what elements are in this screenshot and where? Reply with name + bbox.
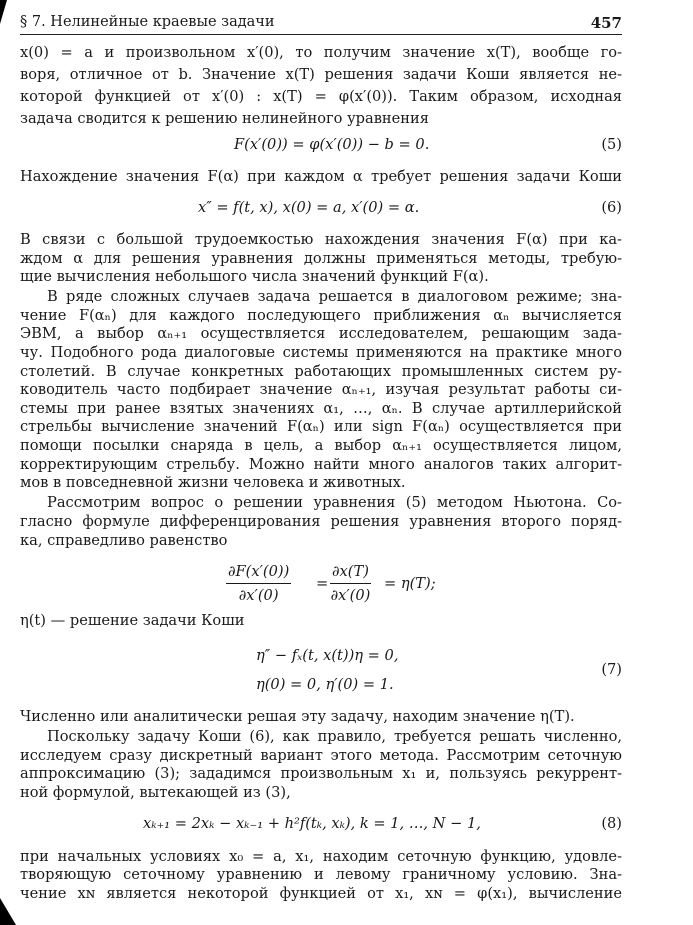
text-line-16: стрельбы вычисление значений F(αₙ) или sign F(αₙ) осуществляется при: [20, 418, 622, 435]
text-line-4: задача сводится к решению нелинейного уравнения: [20, 110, 429, 127]
text-line-11: ЭВМ, а выбор αₙ₊₁ осуществляется исследователем, решающим зада-: [20, 325, 622, 342]
text-line-8: щие вычисления небольшого числа значений функций F(α).: [20, 268, 489, 285]
text-line-21: гласно формуле дифференцирования решения уравнения второго поряд-: [20, 513, 622, 530]
text-line-12: чу. Подобного рода диалоговые системы применяются на практике много: [20, 344, 622, 361]
text-line-13: столетий. В случае конкретных работающих промышленных систем ру-: [20, 363, 622, 380]
text-line-9: В ряде сложных случаев задача решается в диалоговом режиме; зна-: [47, 288, 622, 305]
text-line-31: чение xɴ является некоторой функцией от x₁, xɴ = φ(x₁), вычисление: [20, 885, 622, 902]
text-line-14: ководитель часто подбирает значение αₙ₊₁, изучая результат работы си-: [20, 381, 622, 398]
text-line-18: корректирующим стрельбу. Можно найти много аналогов таких алгорит-: [20, 456, 622, 473]
text-line-10: чение F(αₙ) для каждого последующего приближения αₙ вычисляется: [20, 307, 622, 324]
equation-6-number: (6): [601, 199, 622, 216]
text-line-22: ка, справедливо равенство: [20, 532, 228, 549]
header-rule: [20, 34, 622, 35]
fraction-dx: [330, 563, 371, 605]
equation-7-number: (7): [601, 661, 622, 678]
text-line-15: стемы при ранее взятых значениях α₁, …, αₙ. В случае артиллерийской: [20, 400, 622, 417]
text-line-19: мов в повседневной жизни человека и животных.: [20, 474, 406, 491]
text-line-1: x(0) = a и произвольном x′(0), то получим значение x(T), вообще го-: [20, 44, 622, 61]
text-line-3: которой функцией от x′(0) : x(T) = φ(x′(0)). Таким образом, исходная: [20, 88, 622, 105]
text-line-30: творяющую сеточному уравнению и левому граничному условию. Зна-: [20, 866, 622, 883]
equation-6: x″ = f(t, x), x(0) = a, x′(0) = α.: [198, 199, 420, 216]
text-line-5: Нахождение значения F(α) при каждом α требует решения задачи Коши: [20, 168, 622, 185]
text-line-6: В связи с большой трудоемкостью нахождения значения F(α) при ка-: [20, 231, 622, 248]
scan-corner-top: [0, 0, 7, 24]
text-line-17: помощи посылки снаряда в цель, а выбор αₙ₊₁ осуществляется лицом,: [20, 437, 622, 454]
fraction-rhs: = η(T);: [384, 575, 436, 592]
text-line-2: воря, отличное от b. Значение x(T) решения задачи Коши является не-: [20, 66, 622, 83]
text-line-20: Рассмотрим вопрос о решении уравнения (5) методом Ньютона. Со-: [47, 494, 622, 511]
fraction-dx-numerator: ∂x(T): [330, 563, 371, 584]
text-line-28: ной формулой, вытекающей из (3),: [20, 784, 291, 801]
equation-8: xₖ₊₁ = 2xₖ − xₖ₋₁ + h²f(tₖ, xₖ), k = 1, …, N − 1,: [143, 815, 481, 832]
page-number: 457: [590, 14, 622, 32]
text-line-29: при начальных условиях x₀ = a, x₁, находим сеточную функцию, удовле-: [20, 848, 622, 865]
fraction-dF: [226, 563, 291, 605]
equation-7-line-1: η″ − fₓ(t, x(t))η = 0,: [256, 647, 399, 664]
equation-7-line-2: η(0) = 0, η′(0) = 1.: [256, 676, 394, 693]
text-line-7: ждом α для решения уравнения должны применяться методы, требую-: [20, 250, 622, 267]
fraction-equals: =: [316, 575, 329, 592]
equation-5-number: (5): [601, 136, 622, 153]
text-line-27: аппроксимацию (3); зададимся произвольным x₁ и, пользуясь рекуррент-: [20, 765, 622, 782]
text-line-25: Поскольку задачу Коши (6), как правило, требуется решать численно,: [47, 728, 622, 745]
text-line-26: исследуем сразу дискретный вариант этого метода. Рассмотрим сеточную: [20, 747, 622, 764]
equation-8-number: (8): [601, 815, 622, 832]
text-line-24: Численно или аналитически решая эту задачу, находим значение η(T).: [20, 708, 575, 725]
text-line-23: η(t) — решение задачи Коши: [20, 612, 245, 629]
fraction-dx-denominator: ∂x′(0): [330, 587, 371, 604]
scan-corner-bottom: [0, 898, 16, 925]
running-header: [20, 14, 622, 36]
equation-5: F(x′(0)) = φ(x′(0)) − b = 0.: [234, 136, 430, 153]
fraction-dF-denominator: ∂x′(0): [238, 587, 279, 604]
fraction-dF-numerator: ∂F(x′(0)): [226, 563, 291, 584]
section-title: § 7. Нелинейные краевые задачи: [20, 14, 275, 30]
